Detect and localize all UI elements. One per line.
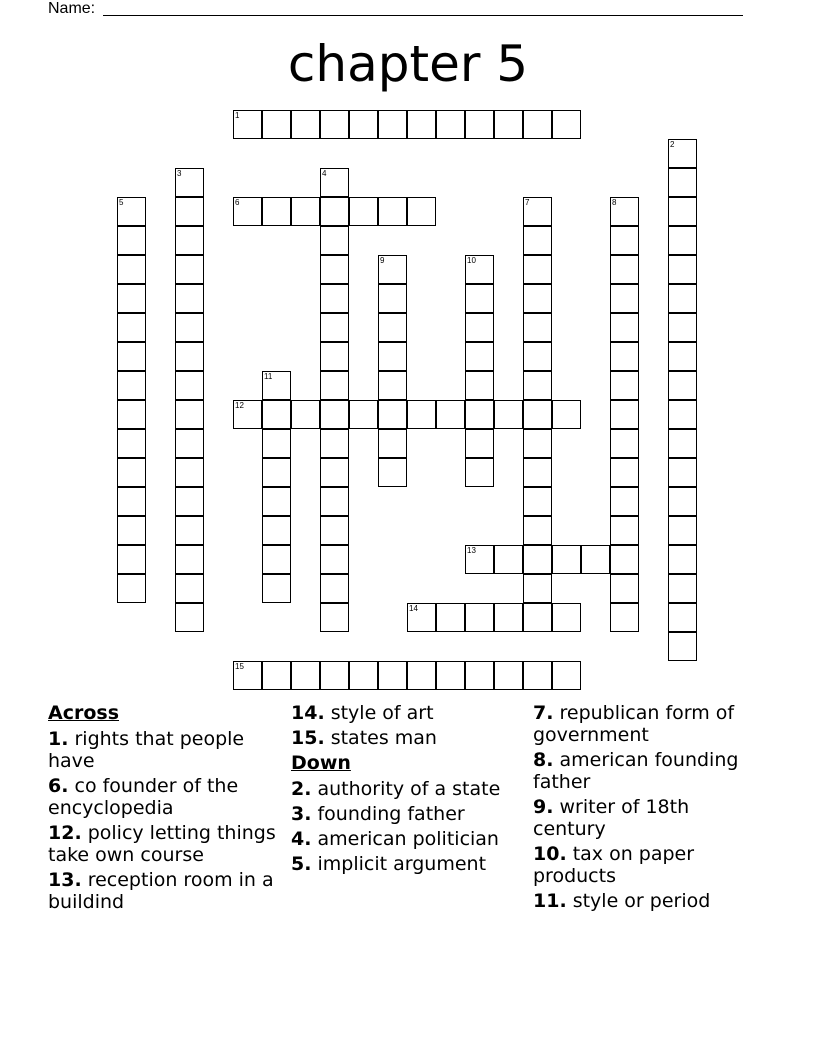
- grid-cell[interactable]: [436, 603, 465, 632]
- grid-cell[interactable]: [552, 400, 581, 429]
- clue-across-6: 6. co founder of the encyclopedia: [48, 775, 239, 819]
- grid-cell[interactable]: [668, 574, 697, 603]
- grid-cell[interactable]: [610, 516, 639, 545]
- grid-cell[interactable]: [523, 313, 552, 342]
- grid-cell[interactable]: [494, 545, 523, 574]
- grid-cell[interactable]: [117, 574, 146, 603]
- grid-cell[interactable]: [262, 574, 291, 603]
- grid-cell[interactable]: [552, 110, 581, 139]
- grid-cell[interactable]: [378, 661, 407, 690]
- grid-cell[interactable]: [523, 429, 552, 458]
- grid-cell[interactable]: [117, 197, 146, 226]
- clue-down-5: 5. implicit argument: [291, 853, 487, 875]
- clue-down-8: 8. american founding father: [533, 749, 739, 793]
- grid-cell[interactable]: [378, 255, 407, 284]
- grid-cell[interactable]: [175, 603, 204, 632]
- grid-cell[interactable]: [465, 545, 494, 574]
- grid-cell[interactable]: [436, 110, 465, 139]
- page-title: chapter 5: [287, 35, 529, 93]
- grid-cell[interactable]: [523, 400, 552, 429]
- grid-cell[interactable]: [262, 400, 291, 429]
- grid-cell[interactable]: [320, 168, 349, 197]
- grid-cell[interactable]: [320, 603, 349, 632]
- clue-down-9: 9. writer of 18th century: [533, 796, 690, 840]
- grid-cell[interactable]: [610, 487, 639, 516]
- grid-cell[interactable]: [610, 545, 639, 574]
- grid-cell[interactable]: [523, 255, 552, 284]
- clue-across-14: 14. style of art: [291, 702, 434, 724]
- grid-cell[interactable]: [349, 197, 378, 226]
- grid-cell[interactable]: [465, 313, 494, 342]
- grid-cell[interactable]: [262, 516, 291, 545]
- grid-cell[interactable]: [668, 342, 697, 371]
- grid-cell[interactable]: [523, 226, 552, 255]
- grid-cell[interactable]: [349, 661, 378, 690]
- grid-cell[interactable]: [117, 371, 146, 400]
- grid-cell[interactable]: [262, 197, 291, 226]
- cell-number: 1: [235, 111, 240, 120]
- grid-cell[interactable]: [291, 661, 320, 690]
- grid-cell[interactable]: [494, 400, 523, 429]
- grid-cell[interactable]: [581, 545, 610, 574]
- grid-cell[interactable]: [262, 487, 291, 516]
- grid-cell[interactable]: [523, 603, 552, 632]
- grid-cell[interactable]: [320, 110, 349, 139]
- cell-number: 15: [235, 662, 244, 671]
- grid-cell[interactable]: [117, 226, 146, 255]
- grid-cell[interactable]: [233, 110, 262, 139]
- grid-cell[interactable]: [668, 603, 697, 632]
- grid-cell[interactable]: [262, 661, 291, 690]
- cell-number: 12: [235, 401, 244, 410]
- grid-cell[interactable]: [668, 255, 697, 284]
- grid-cell[interactable]: [233, 400, 262, 429]
- grid-cell[interactable]: [610, 255, 639, 284]
- grid-cell[interactable]: [378, 429, 407, 458]
- cell-number: 9: [380, 256, 385, 265]
- clue-column-3: [533, 702, 761, 915]
- grid-cell[interactable]: [610, 313, 639, 342]
- grid-cell[interactable]: [320, 574, 349, 603]
- clue-across-15: 15. states man: [291, 727, 437, 749]
- grid-cell[interactable]: [117, 400, 146, 429]
- grid-cell[interactable]: [436, 400, 465, 429]
- clue-across-12: 12. policy letting things take own course: [48, 822, 276, 866]
- grid-cell[interactable]: [378, 313, 407, 342]
- clue-across-1: 1. rights that people have: [48, 728, 245, 772]
- clue-down-10: 10. tax on paper products: [533, 843, 695, 887]
- grid-cell[interactable]: [668, 226, 697, 255]
- cell-number: 3: [177, 169, 182, 178]
- grid-cell[interactable]: [320, 661, 349, 690]
- grid-cell[interactable]: [175, 574, 204, 603]
- grid-cell[interactable]: [407, 400, 436, 429]
- grid-cell[interactable]: [523, 661, 552, 690]
- grid-cell[interactable]: [117, 255, 146, 284]
- cell-number: 13: [467, 546, 476, 555]
- grid-cell[interactable]: [262, 429, 291, 458]
- across-heading: Across: [48, 702, 120, 724]
- grid-cell[interactable]: [175, 255, 204, 284]
- grid-cell[interactable]: [668, 371, 697, 400]
- clue-list: [0, 702, 816, 962]
- grid-cell[interactable]: [610, 458, 639, 487]
- grid-cell[interactable]: [175, 429, 204, 458]
- cell-number: 2: [670, 140, 675, 149]
- name-label: Name:: [48, 0, 96, 17]
- grid-cell[interactable]: [407, 110, 436, 139]
- grid-cell[interactable]: [175, 197, 204, 226]
- grid-cell[interactable]: [378, 197, 407, 226]
- grid-cell[interactable]: [523, 110, 552, 139]
- grid-cell[interactable]: [320, 313, 349, 342]
- grid-cell[interactable]: [117, 284, 146, 313]
- grid-cell[interactable]: [610, 429, 639, 458]
- grid-cell[interactable]: [117, 545, 146, 574]
- grid-cell[interactable]: [465, 429, 494, 458]
- grid-cell[interactable]: [494, 661, 523, 690]
- grid-cell[interactable]: [175, 458, 204, 487]
- grid-cell[interactable]: [320, 255, 349, 284]
- grid-cell[interactable]: [233, 197, 262, 226]
- grid-cell[interactable]: [494, 603, 523, 632]
- grid-cell[interactable]: [175, 168, 204, 197]
- grid-cell[interactable]: [378, 400, 407, 429]
- grid-cell[interactable]: [668, 168, 697, 197]
- grid-cell[interactable]: [610, 197, 639, 226]
- grid-cell[interactable]: [117, 516, 146, 545]
- grid-cell[interactable]: [465, 603, 494, 632]
- cell-number: 10: [467, 256, 476, 265]
- grid-cell[interactable]: [465, 458, 494, 487]
- grid-cell[interactable]: [523, 284, 552, 313]
- grid-cell[interactable]: [668, 632, 697, 661]
- clue-across-13: 13. reception room in a buildind: [48, 869, 274, 913]
- clue-down-7: 7. republican form of government: [533, 702, 735, 746]
- grid-cell[interactable]: [320, 458, 349, 487]
- grid-cell[interactable]: [465, 255, 494, 284]
- grid-cell[interactable]: [233, 661, 262, 690]
- grid-cell[interactable]: [465, 400, 494, 429]
- grid-cell[interactable]: [668, 458, 697, 487]
- grid-cell[interactable]: [668, 429, 697, 458]
- grid-cell[interactable]: [610, 284, 639, 313]
- grid-cell[interactable]: [523, 197, 552, 226]
- grid-cell[interactable]: [378, 371, 407, 400]
- grid-cell[interactable]: [320, 197, 349, 226]
- grid-cell[interactable]: [320, 516, 349, 545]
- clue-down-3: 3. founding father: [291, 803, 465, 825]
- grid-cell[interactable]: [320, 400, 349, 429]
- grid-cell[interactable]: [320, 371, 349, 400]
- grid-cell[interactable]: [117, 429, 146, 458]
- grid-cell[interactable]: [610, 400, 639, 429]
- cell-number: 8: [612, 198, 617, 207]
- grid-cell[interactable]: [668, 139, 697, 168]
- grid-cell[interactable]: [407, 603, 436, 632]
- grid-cell[interactable]: [262, 371, 291, 400]
- clue-column-1: [48, 702, 276, 916]
- grid-cell[interactable]: [378, 110, 407, 139]
- grid-cell[interactable]: [465, 110, 494, 139]
- clue-column-2: [291, 702, 519, 878]
- grid-cell[interactable]: [378, 458, 407, 487]
- grid-cell[interactable]: [610, 342, 639, 371]
- grid-cell[interactable]: [610, 574, 639, 603]
- grid-cell[interactable]: [523, 342, 552, 371]
- grid-cell[interactable]: [668, 284, 697, 313]
- grid-cell[interactable]: [291, 197, 320, 226]
- grid-cell[interactable]: [494, 110, 523, 139]
- grid-cell[interactable]: [523, 458, 552, 487]
- grid-cell[interactable]: [523, 574, 552, 603]
- grid-cell[interactable]: [291, 110, 320, 139]
- grid-cell[interactable]: [523, 545, 552, 574]
- cell-number: 5: [119, 198, 124, 207]
- grid-cell[interactable]: [320, 342, 349, 371]
- grid-cell[interactable]: [378, 284, 407, 313]
- grid-cell[interactable]: [378, 342, 407, 371]
- grid-cell[interactable]: [349, 400, 378, 429]
- grid-cell[interactable]: [291, 400, 320, 429]
- grid-cell[interactable]: [552, 603, 581, 632]
- cell-number: 6: [235, 198, 240, 207]
- grid-cell[interactable]: [320, 545, 349, 574]
- grid-cell[interactable]: [668, 400, 697, 429]
- grid-cell[interactable]: [262, 110, 291, 139]
- grid-cell[interactable]: [465, 661, 494, 690]
- grid-cell[interactable]: [175, 226, 204, 255]
- grid-cell[interactable]: [668, 516, 697, 545]
- grid-cell[interactable]: [320, 284, 349, 313]
- grid-cell[interactable]: [175, 313, 204, 342]
- grid-cell[interactable]: [320, 487, 349, 516]
- grid-cell[interactable]: [465, 284, 494, 313]
- grid-cell[interactable]: [523, 487, 552, 516]
- clue-down-11: 11. style or period: [533, 890, 711, 912]
- grid-cell[interactable]: [407, 661, 436, 690]
- grid-cell[interactable]: [320, 429, 349, 458]
- grid-cell[interactable]: [668, 487, 697, 516]
- grid-cell[interactable]: [175, 371, 204, 400]
- grid-cell[interactable]: [320, 226, 349, 255]
- grid-cell[interactable]: [117, 487, 146, 516]
- cell-number: 4: [322, 169, 327, 178]
- grid-cell[interactable]: [668, 313, 697, 342]
- grid-cell[interactable]: [610, 603, 639, 632]
- grid-cell[interactable]: [117, 458, 146, 487]
- grid-cell[interactable]: [349, 110, 378, 139]
- grid-cell[interactable]: [610, 226, 639, 255]
- grid-cell[interactable]: [175, 487, 204, 516]
- cell-number: 14: [409, 604, 418, 613]
- grid-cell[interactable]: [668, 545, 697, 574]
- cell-number: 11: [264, 372, 273, 381]
- grid-cell[interactable]: [523, 516, 552, 545]
- grid-cell[interactable]: [175, 400, 204, 429]
- grid-cell[interactable]: [523, 371, 552, 400]
- grid-cell[interactable]: [117, 313, 146, 342]
- grid-cell[interactable]: [610, 371, 639, 400]
- grid-cell[interactable]: [175, 516, 204, 545]
- cell-number: 7: [525, 198, 530, 207]
- grid-cell[interactable]: [552, 545, 581, 574]
- grid-cell[interactable]: [175, 284, 204, 313]
- grid-cell[interactable]: [552, 661, 581, 690]
- grid-cell[interactable]: [436, 661, 465, 690]
- grid-cell[interactable]: [117, 342, 146, 371]
- clue-down-2: 2. authority of a state: [291, 778, 501, 800]
- down-heading: Down: [291, 752, 351, 774]
- grid-cell[interactable]: [465, 342, 494, 371]
- clue-down-4: 4. american politician: [291, 828, 499, 850]
- grid-cell[interactable]: [262, 545, 291, 574]
- grid-cell[interactable]: [668, 197, 697, 226]
- grid-cell[interactable]: [175, 545, 204, 574]
- grid-cell[interactable]: [407, 197, 436, 226]
- grid-cell[interactable]: [465, 371, 494, 400]
- grid-cell[interactable]: [175, 342, 204, 371]
- grid-cell[interactable]: [262, 458, 291, 487]
